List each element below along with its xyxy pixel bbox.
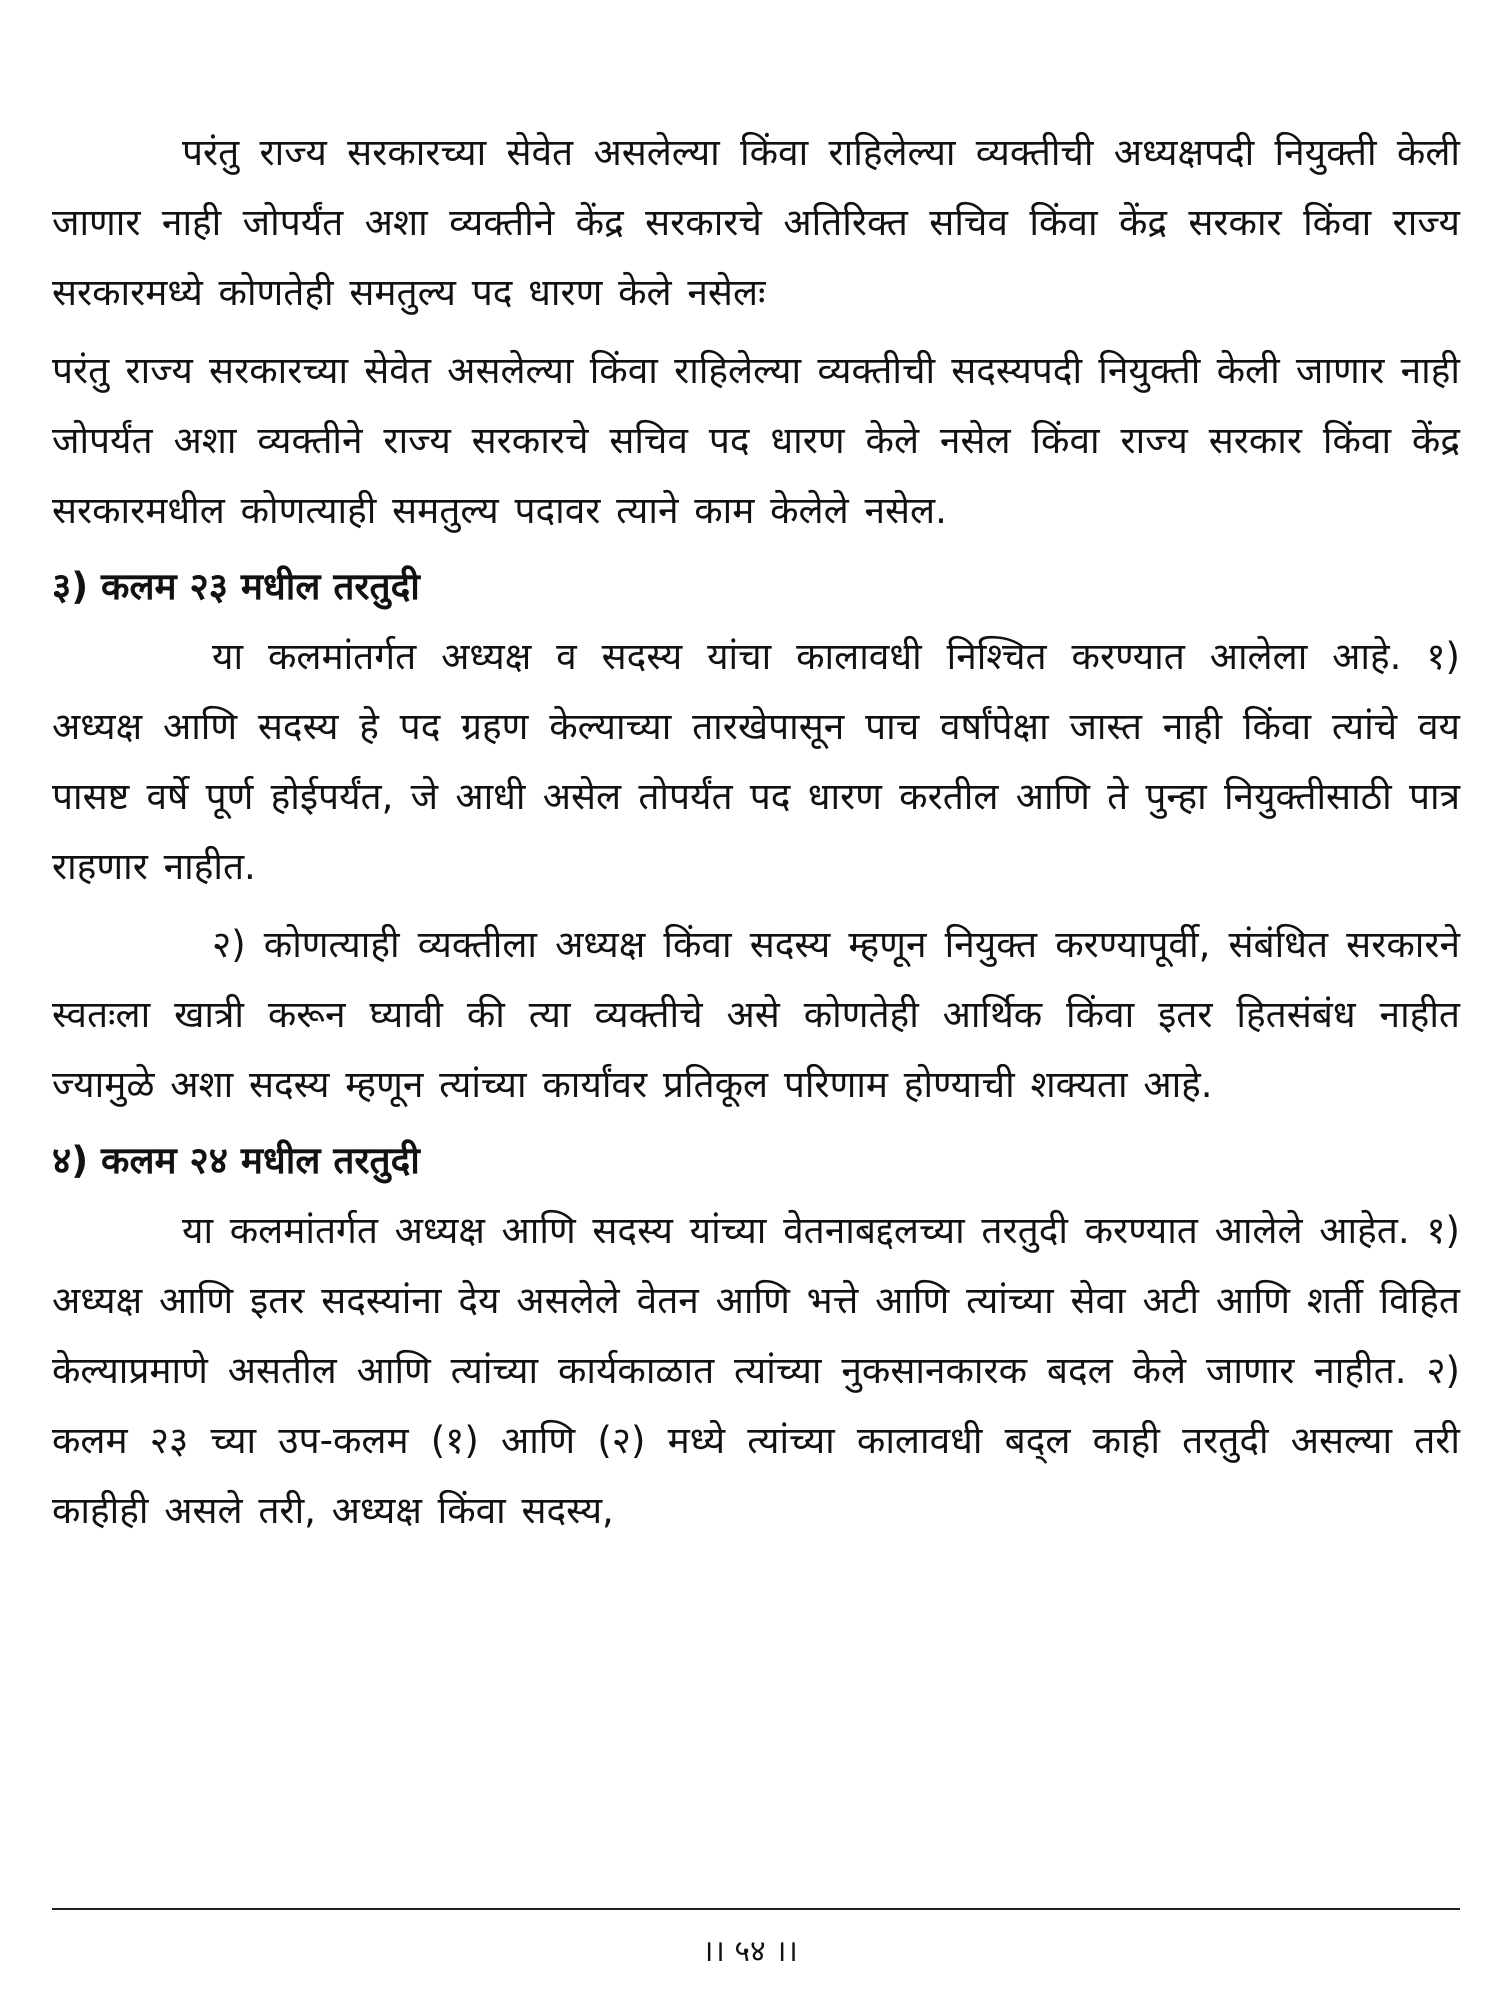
paragraph-member-eligibility: परंतु राज्य सरकारच्या सेवेत असलेल्या किंवा राहिलेल्या व्यक्तीची सदस्यपदी नियुक्ती केली जाणार नाही जोपर्यंत अशा व्यक्तीने राज्य सरकारचे सचिव पद धारण केले नसेल किंवा राज्य सरकार किंवा केंद्र सरकारमधील कोणत्याही समतुल्य पदावर त्याने काम केलेले नसेल. [52,349,1460,532]
footer-divider [52,1908,1460,1910]
paragraph-chairperson-eligibility: परंतु राज्य सरकारच्या सेवेत असलेल्या किंवा राहिलेल्या व्यक्तीची अध्यक्षपदी नियुक्ती केली जाणार नाही जोपर्यंत अशा व्यक्तीने केंद्र सरकारचे अतिरिक्त सचिव किंवा केंद्र सरकार किंवा राज्य सरकारमध्ये कोणतेही समतुल्य पद धारण केले नसेलः [52,131,1460,314]
paragraph-clause-23-term: या कलमांतर्गत अध्यक्ष व सदस्य यांचा कालावधी निश्चित करण्यात आलेला आहे. १) अध्यक्ष आणि सदस्य हे पद ग्रहण केल्याच्या तारखेपासून पाच वर्षांपेक्षा जास्त नाही किंवा त्यांचे वय पासष्ट वर्षे पूर्ण होईपर्यंत, जे आधी असेल तोपर्यंत पद धारण करतील आणि ते पुन्हा नियुक्तीसाठी पात्र राहणार नाहीत. [52,635,1460,888]
page-number: ।। ५४ ।। [702,1934,798,1969]
paragraph-clause-23-interests: २) कोणत्याही व्यक्तीला अध्यक्ष किंवा सदस्य म्हणून नियुक्त करण्यापूर्वी, संबंधित सरकारने स्वतःला खात्री करून घ्यावी की त्या व्यक्तीचे असे कोणतेही आर्थिक किंवा इतर हितसंबंध नाहीत ज्यामुळे अशा सदस्य म्हणून त्यांच्या कार्यांवर प्रतिकूल परिणाम होण्याची शक्यता आहे. [52,923,1460,1106]
page-content [52,118,1460,1546]
section-heading-clause-23: ३) कलम २३ मधील तरतुदी [52,565,420,608]
section-heading-clause-24: ४) कलम २४ मधील तरतुदी [52,1139,420,1182]
paragraph-clause-24-salary: या कलमांतर्गत अध्यक्ष आणि सदस्य यांच्या वेतनाबद्दलच्या तरतुदी करण्यात आलेले आहेत. १) अध्यक्ष आणि इतर सदस्यांना देय असलेले वेतन आणि भत्ते आणि त्यांच्या सेवा अटी आणि शर्ती विहित केल्याप्रमाणे असतील आणि त्यांच्या कार्यकाळात त्यांच्या नुकसानकारक बदल केले जाणार नाहीत. २) कलम २३ च्या उप-कलम (१) आणि (२) मध्ये त्यांच्या कालावधी बद्ल काही तरतुदी असल्या तरी काहीही असले तरी, अध्यक्ष किंवा सदस्य, [52,1209,1460,1532]
